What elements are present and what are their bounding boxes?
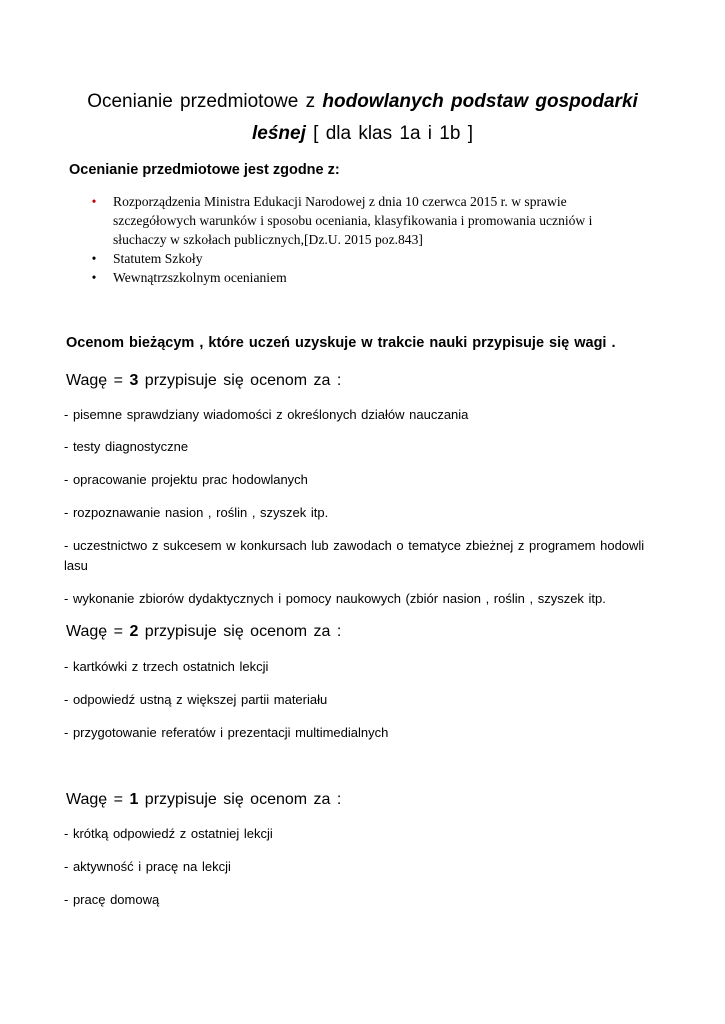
weight-1-item: - krótką odpowiedź z ostatniej lekcji (64, 826, 273, 841)
compliance-heading: Ocenianie przedmiotowe jest zgodne z: (69, 162, 340, 178)
bullet-icon: • (91, 270, 97, 285)
compliance-item (88, 268, 648, 287)
weight-value: 2 (129, 623, 139, 640)
weight-value: 3 (129, 372, 139, 389)
weight-rest: przypisuje się ocenom za : (138, 791, 342, 808)
weight-3-item: - rozpoznawanie nasion , roślin , szyszek itp. (64, 505, 329, 520)
weight-label: Wagę = (66, 623, 130, 640)
document-title (60, 86, 665, 150)
title-prefix: Ocenianie przedmiotowe z (87, 91, 323, 112)
weight-3-item: - uczestnictwo z sukcesem w konkursach lub zawodach o tematyce zbieżnej z programem hodowli lasu (64, 538, 645, 573)
compliance-item-text: Statutem Szkoły (113, 251, 203, 266)
title-classes: [ dla klas 1a i 1b ] (305, 123, 474, 144)
weight-3-item: - testy diagnostyczne (64, 439, 189, 454)
weight-label: Wagę = (66, 791, 130, 808)
weight-2-item: - przygotowanie referatów i prezentacji multimedialnych (64, 725, 389, 740)
weight-3-item: - pisemne sprawdziany wiadomości z określonych działów nauczania (64, 407, 469, 422)
compliance-item (88, 249, 648, 268)
weight-1-heading (66, 791, 341, 809)
compliance-item (88, 192, 648, 249)
weight-2-heading (66, 623, 341, 641)
weight-value: 1 (129, 791, 139, 808)
weight-3-item: - opracowanie projektu prac hodowlanych (64, 472, 308, 487)
weight-1-item: - pracę domową (64, 892, 160, 907)
weight-label: Wagę = (66, 372, 130, 389)
weights-intro: Ocenom bieżącym , które uczeń uzyskuje w trakcie nauki przypisuje się wagi . (66, 335, 616, 351)
compliance-item-text: Rozporządzenia Ministra Edukacji Narodowej z dnia 10 czerwca 2015 r. w sprawie szczegółowych warunków i sposobu oceniania, klasyfikowania i promowania uczniów i słuchaczy w szkołach publicznych,[Dz.U. 2015 poz.843] (113, 194, 593, 247)
weight-rest: przypisuje się ocenom za : (138, 372, 342, 389)
weight-2-item: - kartkówki z trzech ostatnich lekcji (64, 659, 269, 674)
weight-1-item: - aktywność i pracę na lekcji (64, 859, 231, 874)
weight-rest: przypisuje się ocenom za : (138, 623, 342, 640)
bullet-icon: • (91, 194, 97, 209)
title-subject: hodowlanych podstaw gospodarki leśnej (251, 91, 638, 144)
weight-2-item: - odpowiedź ustną z większej partii materiału (64, 692, 328, 707)
bullet-icon: • (91, 251, 97, 266)
compliance-list (88, 192, 648, 287)
compliance-item-text: Wewnątrzszkolnym ocenianiem (113, 270, 287, 285)
weight-3-heading (66, 372, 341, 390)
weight-3-item: - wykonanie zbiorów dydaktycznych i pomocy naukowych (zbiór nasion , roślin , szyszek itp. (64, 591, 606, 606)
